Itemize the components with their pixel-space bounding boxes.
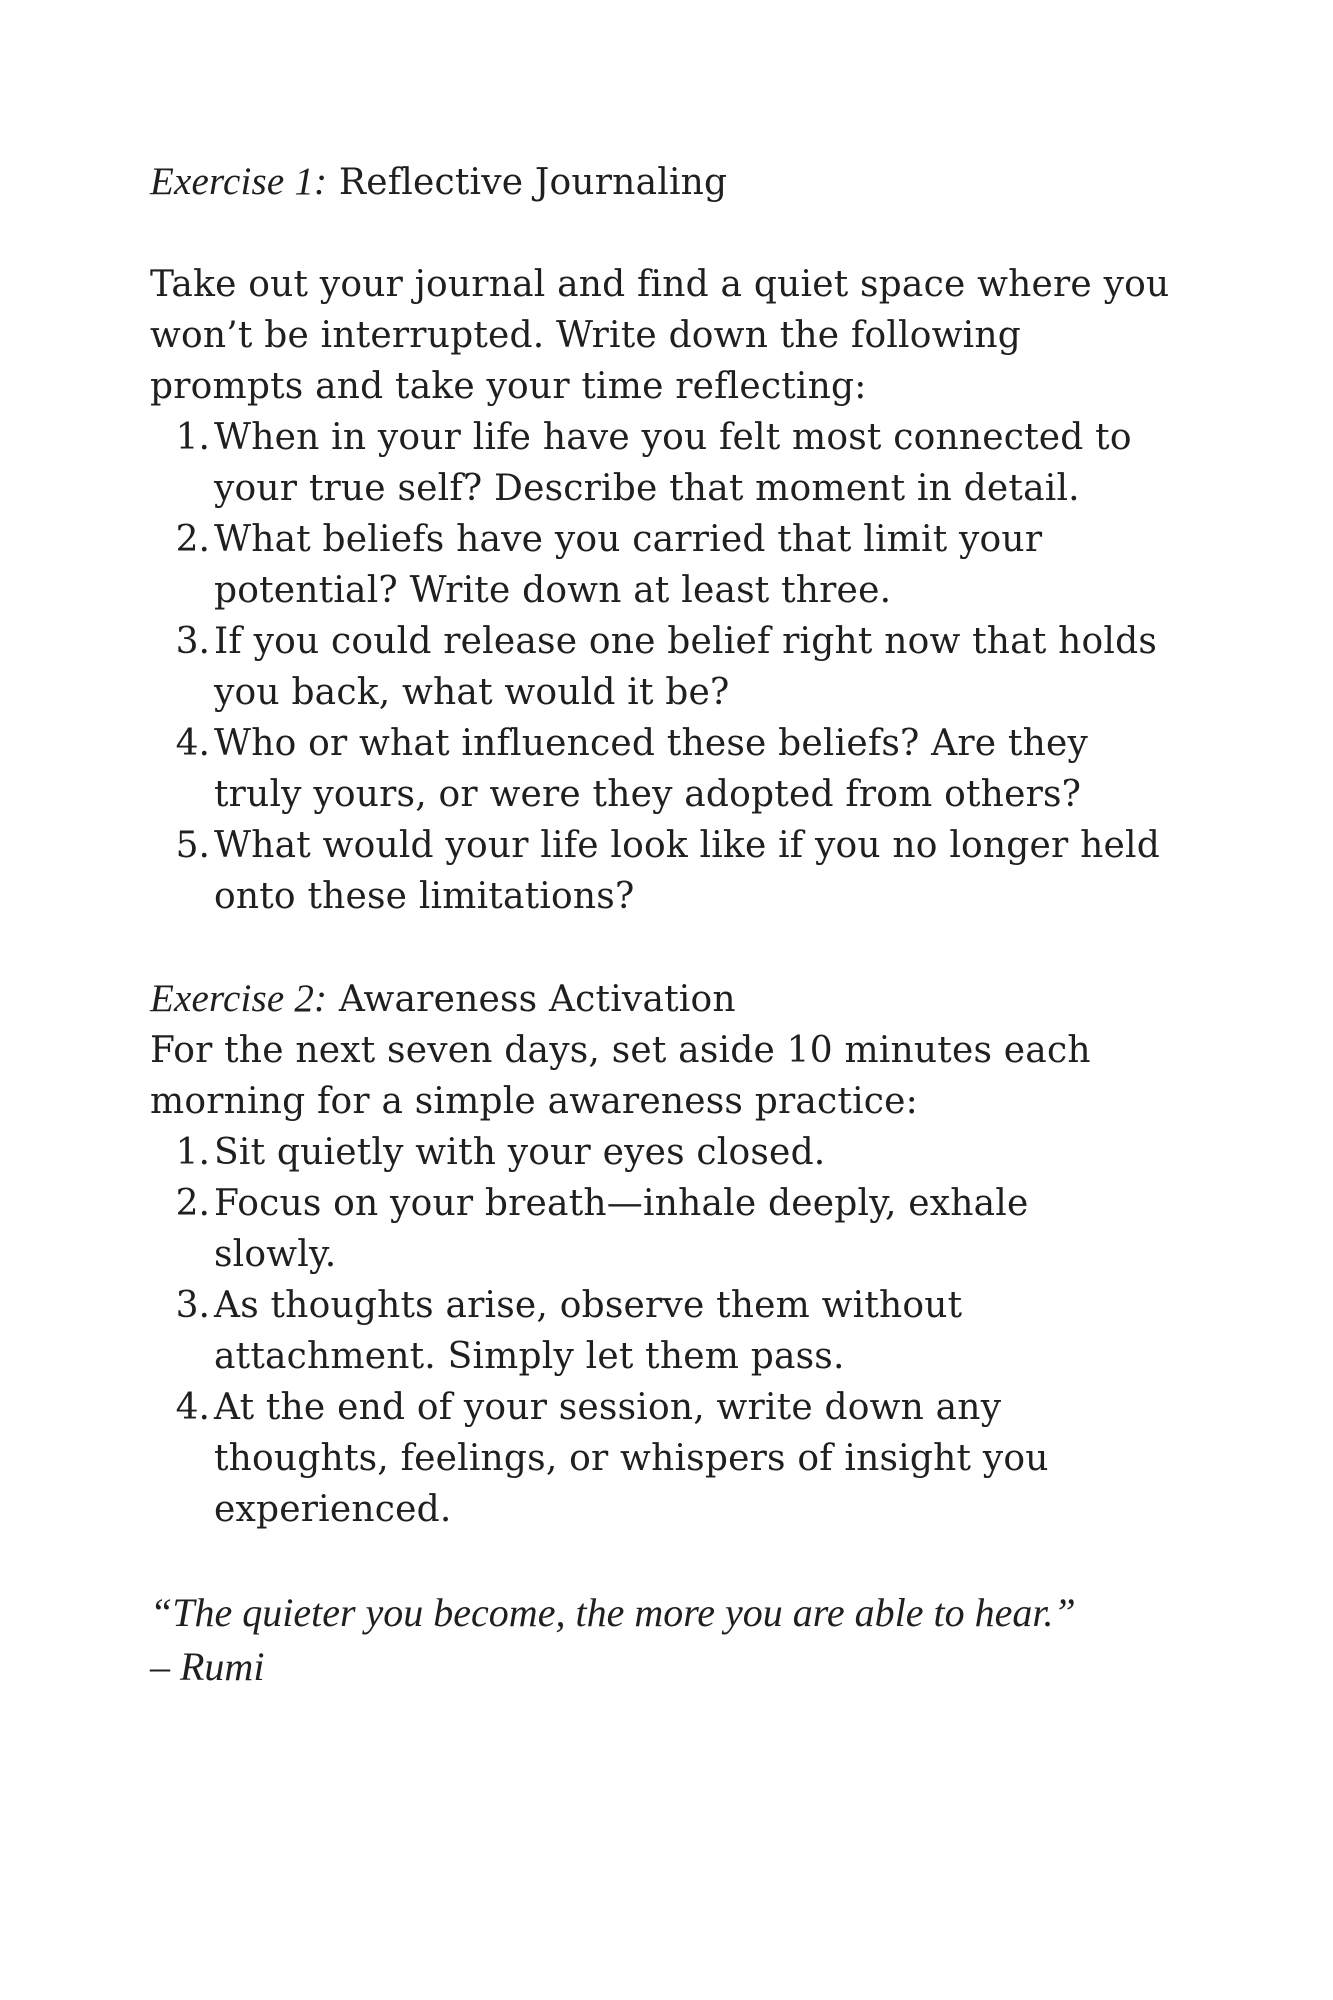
intro-line: Take out your journal and find a quiet space where you [150, 264, 1170, 305]
list-item-line: potential? Write down at least three. [214, 570, 892, 611]
exercise-2-heading [150, 973, 1210, 1025]
list-item-line: If you could release one belief right now that holds [214, 621, 1158, 662]
list-item-line: truly yours, or were they adopted from others? [214, 774, 1082, 815]
list-item-line: attachment. Simply let them pass. [214, 1336, 845, 1377]
list-item-line: Sit quietly with your eyes closed. [214, 1132, 826, 1173]
exercise-2-title: Awareness Activation [338, 979, 736, 1020]
intro-line: prompts and take your time reflecting: [150, 366, 867, 407]
list-item-line: you back, what would it be? [214, 672, 730, 713]
list-item-line: Focus on your breath—inhale deeply, exhale [214, 1183, 1029, 1224]
list-item-line: As thoughts arise, observe them without [214, 1285, 963, 1326]
list-item-line: slowly. [214, 1234, 337, 1275]
list-item [150, 1178, 1210, 1280]
list-item [150, 514, 1210, 616]
intro-line: morning for a simple awareness practice: [150, 1081, 918, 1122]
list-item [150, 820, 1210, 922]
list-number: 1. [175, 417, 210, 458]
list-number: 4. [175, 1387, 210, 1428]
list-item-line: What would your life look like if you no longer held [214, 825, 1160, 866]
list-item-line: thoughts, feelings, or whispers of insight you [214, 1438, 1049, 1479]
list-item [150, 616, 1210, 718]
intro-line: For the next seven days, set aside 10 minutes each [150, 1030, 1091, 1071]
list-item [150, 1127, 1210, 1178]
exercise-1-title: Reflective Journaling [338, 162, 728, 203]
list-item-line: At the end of your session, write down any [214, 1387, 1002, 1428]
exercise-2-list [150, 1127, 1210, 1535]
list-item [150, 718, 1210, 820]
exercise-1-heading [150, 156, 1210, 208]
quote-text: “The quieter you become, the more you are able to hear.” [150, 1590, 1076, 1635]
exercise-1-intro [150, 259, 1210, 412]
list-item [150, 1382, 1210, 1535]
page-content [150, 150, 1210, 1694]
list-item-line: onto these limitations? [214, 876, 635, 917]
list-item [150, 1280, 1210, 1382]
list-number: 3. [175, 621, 210, 662]
list-number: 4. [175, 723, 210, 764]
quote-attribution: – Rumi [150, 1644, 265, 1689]
list-number: 1. [175, 1132, 210, 1173]
list-number: 5. [175, 825, 210, 866]
list-item [150, 412, 1210, 514]
list-item-line: Who or what influenced these beliefs? Are they [214, 723, 1089, 764]
list-number: 3. [175, 1285, 210, 1326]
exercise-1-label: Exercise 1: [150, 160, 328, 203]
exercise-2-intro [150, 1025, 1210, 1127]
exercise-1-list [150, 412, 1210, 922]
list-item-line: your true self? Describe that moment in detail. [214, 468, 1080, 509]
list-item-line: experienced. [214, 1489, 452, 1530]
intro-line: won’t be interrupted. Write down the following [150, 315, 1021, 356]
list-number: 2. [175, 1183, 210, 1224]
list-number: 2. [175, 519, 210, 560]
list-item-line: When in your life have you felt most connected to [214, 417, 1132, 458]
quote-block [150, 1586, 1210, 1694]
list-item-line: What beliefs have you carried that limit your [214, 519, 1043, 560]
exercise-2-label: Exercise 2: [150, 977, 328, 1020]
